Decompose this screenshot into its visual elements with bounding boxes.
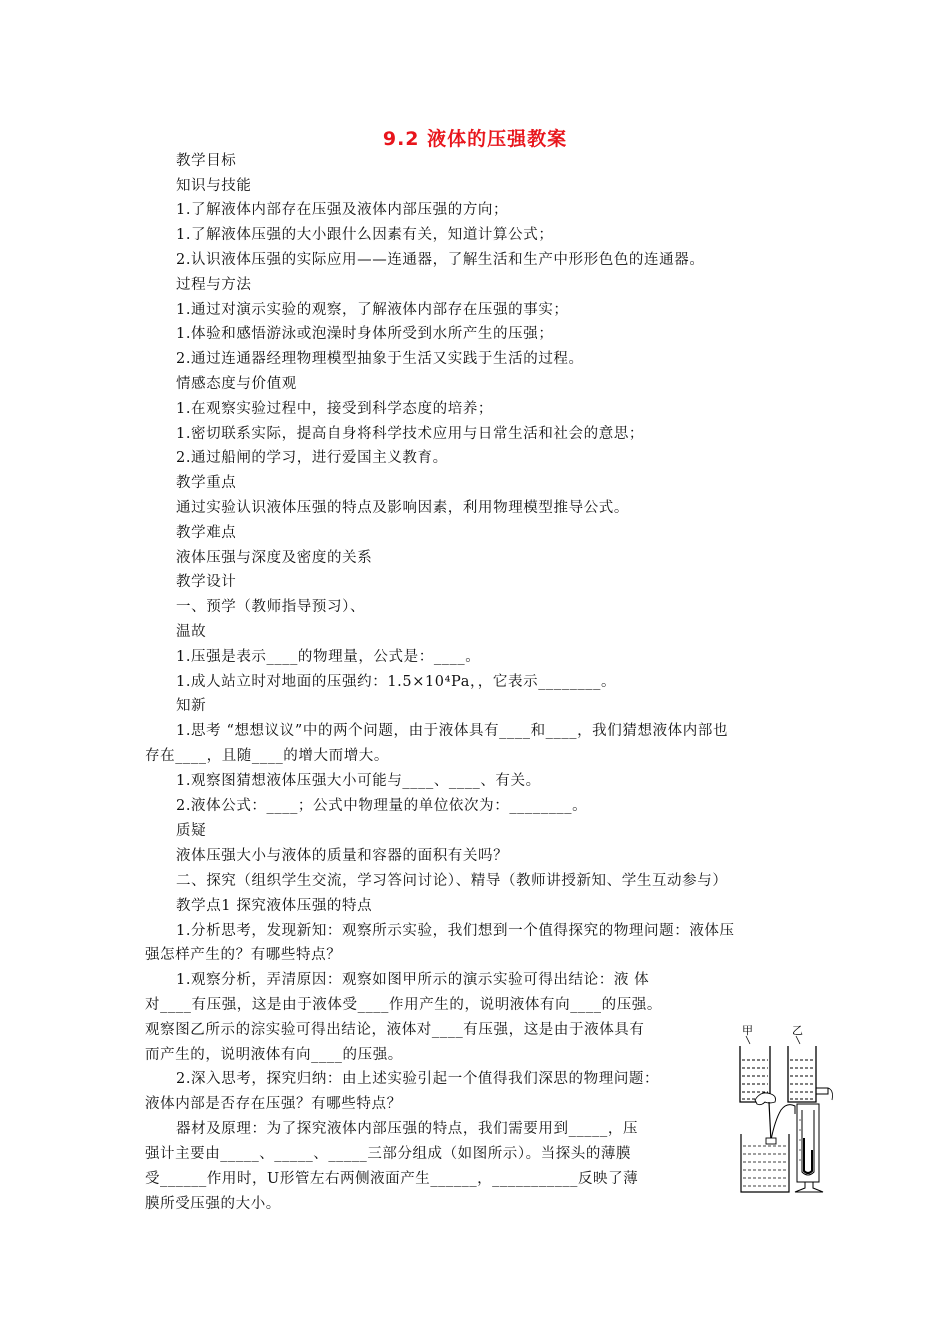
- text-line: 受______作用时，U形管左右两侧液面产生______，___________反映了薄: [145, 1171, 639, 1187]
- text-line: 2.通过连通器经理物理模型抽象于生活又实践于生活的过程。: [176, 351, 584, 367]
- text-line: 教学难点: [176, 525, 237, 541]
- page-title: 9.2 液体的压强教案: [382, 128, 568, 150]
- text-line: 1.在观察实验过程中，接受到科学态度的培养；: [176, 401, 494, 417]
- figure-label-yi: 乙: [792, 1024, 803, 1037]
- text-line: 教学目标: [176, 153, 237, 169]
- figure-label-jia: 甲: [742, 1024, 753, 1037]
- text-line: 通过实验认识液体压强的特点及影响因素，利用物理模型推导公式。: [176, 500, 629, 516]
- text-line: 1.观察图猜想液体压强大小可能与____、____、有关。: [176, 773, 541, 789]
- text-line: 教学点1 探究液体压强的特点: [176, 898, 373, 914]
- text-line: 1.了解液体内部存在压强及液体内部压强的方向；: [176, 202, 509, 218]
- manometer-figure: [735, 1080, 835, 1198]
- text-line: 1.观察分析，弄清原因：观察如图甲所示的演示实验可得出结论：液 体: [176, 972, 650, 988]
- text-line: 质疑: [176, 823, 207, 839]
- text-line: 2.通过船闸的学习，进行爱国主义教育。: [176, 450, 448, 466]
- text-line: 温故: [176, 624, 207, 640]
- text-line: 过程与方法: [176, 277, 252, 293]
- text-line: 知新: [176, 698, 207, 714]
- text-line: 1.压强是表示____的物理量，公式是：____。: [176, 649, 481, 665]
- text-line: 2.液体公式：____；公式中物理量的单位依次为：________。: [176, 798, 588, 814]
- text-line: 液体压强大小与液体的质量和容器的面积有关吗？: [176, 848, 509, 864]
- text-line: 器材及原理：为了探究液体内部压强的特点，我们需要用到_____，压: [176, 1121, 639, 1137]
- text-line: 知识与技能: [176, 178, 252, 194]
- text-line: 1.通过对演示实验的观察，了解液体内部存在压强的事实；: [176, 302, 569, 318]
- text-line: 1.分析思考，发现新知：观察所示实验，我们想到一个值得探究的物理问题：液体压: [176, 923, 735, 939]
- text-line: 液体内部是否存在压强？有哪些特点？: [145, 1096, 402, 1112]
- text-line: 二、探究（组织学生交流，学习答问讨论）、精导（教师讲授新知、学生互动参与）: [176, 873, 728, 889]
- text-line: 一、预学（教师指导预习）、: [176, 599, 366, 615]
- text-line: 1.思考 “想想议议”中的两个问题，由于液体具有____和____，我们猜想液体内部也: [176, 723, 729, 739]
- text-line: 强怎样产生的？有哪些特点？: [145, 947, 342, 963]
- text-line: 存在____，且随____的增大而增大。: [145, 748, 389, 764]
- text-line: 教学重点: [176, 475, 237, 491]
- text-line: 1.成人站立时对地面的压强约：1.5×10⁴Pa，，它表示________。: [176, 674, 617, 690]
- text-line: 1.密切联系实际，提高自身将科学技术应用与日常生活和社会的意思；: [176, 426, 645, 442]
- text-line: 膜所受压强的大小。: [145, 1196, 281, 1212]
- text-line: 而产生的，说明液体有向____的压强。: [145, 1047, 403, 1063]
- text-line: 2.认识液体压强的实际应用——连通器，了解生活和生产中形形色色的连通器。: [176, 252, 705, 268]
- text-line: 对____有压强，这是由于液体受____作用产生的，说明液体有向____的压强。: [145, 997, 662, 1013]
- text-line: 情感态度与价值观: [176, 376, 297, 392]
- text-line: 1.体验和感悟游泳或泡澡时身体所受到水所产生的压强；: [176, 326, 554, 342]
- text-line: 1.了解液体压强的大小跟什么因素有关，知道计算公式；: [176, 227, 554, 243]
- text-line: 液体压强与深度及密度的关系: [176, 550, 373, 566]
- text-line: 教学设计: [176, 574, 237, 590]
- text-line: 2.深入思考，探究归纳：由上述实验引起一个值得我们深思的物理问题：: [176, 1071, 660, 1087]
- text-line: 强计主要由_____、_____、_____三部分组成（如图所示）。当探头的薄膜: [145, 1146, 631, 1162]
- text-line: 观察图乙所示的淙实验可得出结论，液体对____有压强，这是由于液体具有: [145, 1022, 645, 1038]
